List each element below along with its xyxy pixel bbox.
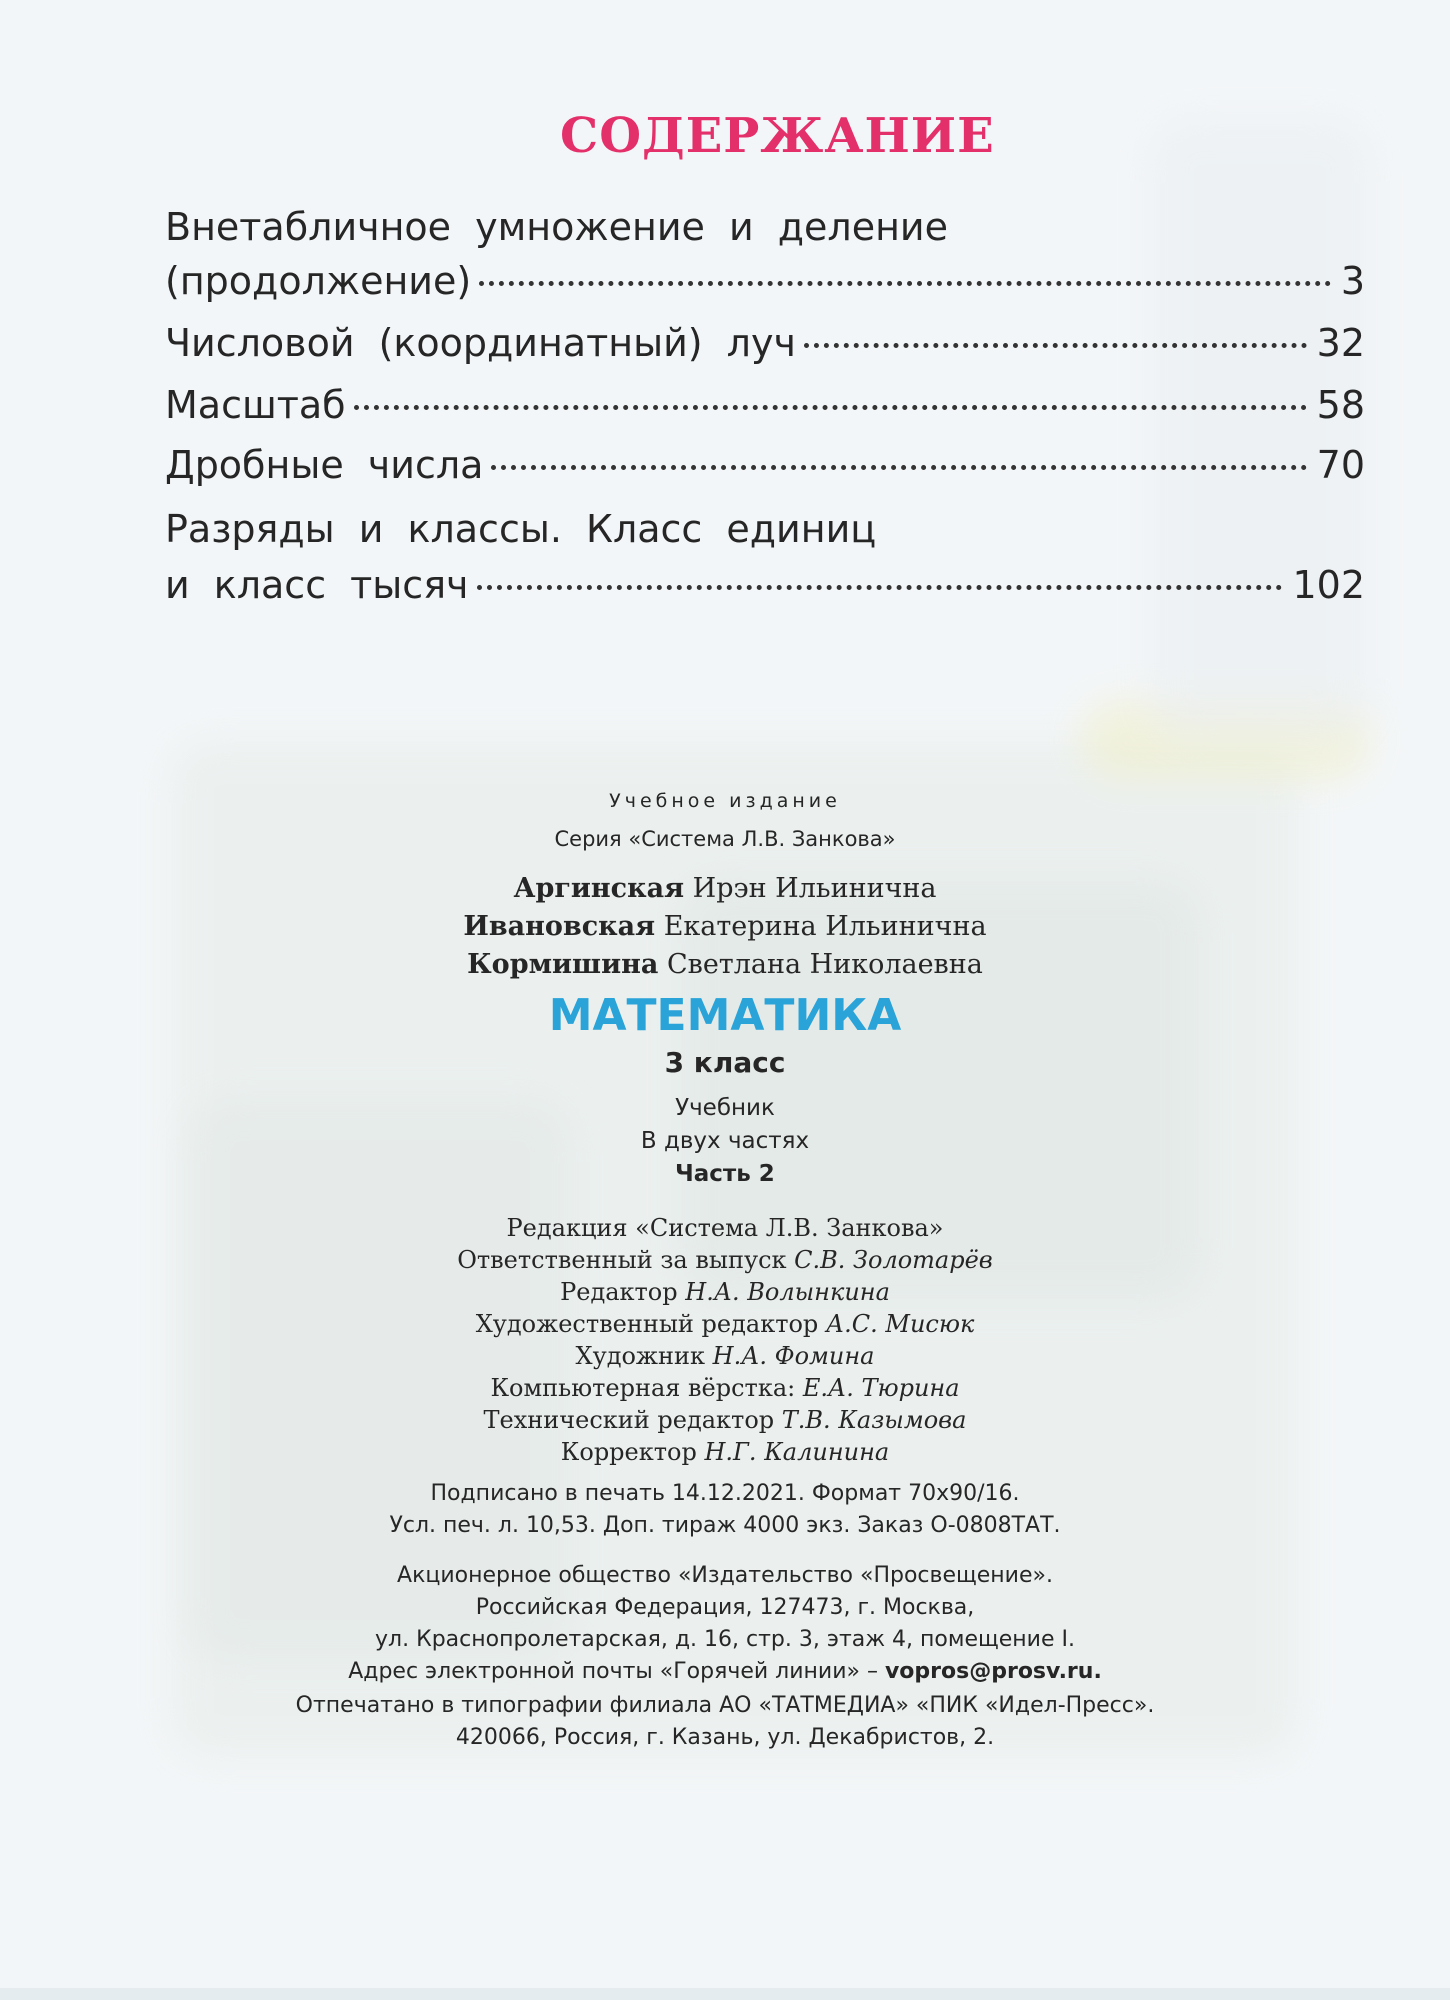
staff-role: Редактор [560,1278,678,1306]
hotline-email-link[interactable]: vopros@prosv.ru. [884,1659,1102,1684]
authors [0,870,1450,984]
part-label: Часть 2 [675,1161,775,1187]
toc-entry-title: Внетабличное умножение и деление [165,205,949,249]
author-given-name: Ирэн Ильинична [692,873,937,904]
book-kind [0,1092,1450,1191]
staff-line [0,1276,1450,1308]
toc-page-number: 102 [1292,563,1365,607]
staff-line [0,1436,1450,1468]
staff-role: Технический редактор [483,1406,775,1434]
toc-entry[interactable] [165,383,1365,439]
dot-leader [804,343,1307,348]
toc-page-number: 58 [1316,383,1365,427]
author-surname: Ивановская [463,911,656,942]
book-kind-label: Учебник [675,1095,775,1121]
toc-entry[interactable] [165,321,1365,377]
page-edge [0,1988,1450,2000]
publisher-line: ул. Краснопролетарская, д. 16, стр. 3, этаж 4, помещение I. [375,1627,1075,1652]
toc-page-number: 32 [1316,321,1365,365]
staff-role: Корректор [560,1438,697,1466]
printer-info [0,1690,1450,1754]
staff-line [0,1244,1450,1276]
toc-page-number: 3 [1340,259,1365,303]
publisher-line: Акционерное общество «Издательство «Просвещение». [397,1563,1053,1588]
email-label: Адрес электронной почты «Горячей линии» – [348,1659,878,1684]
dot-leader [477,585,1283,590]
author [0,870,1450,908]
print-info [0,1478,1450,1542]
toc-entry-title: Дробные числа [165,443,484,487]
staff-name: А.С. Мисюк [825,1310,975,1338]
dot-leader [479,281,1331,286]
hotline-email-line [0,1656,1450,1688]
book-title: МАТЕМАТИКА [548,990,902,1041]
printer-line: 420066, Россия, г. Казань, ул. Декабристов, 2. [455,1725,995,1750]
toc-entry-title: Числовой (координатный) луч [165,321,796,365]
edition-type: Учебное издание [609,790,841,812]
toc-entry[interactable] [165,563,1365,619]
print-info-line: Усл. печ. л. 10,53. Доп. тираж 4000 экз. Заказ О-0808ТАТ. [389,1513,1061,1538]
toc-entry-title: Разряды и классы. Класс единиц [165,507,877,551]
staff-line [0,1308,1450,1340]
author [0,946,1450,984]
toc-page-number: 70 [1316,443,1365,487]
author-surname: Кормишина [467,949,659,980]
staff-line [0,1404,1450,1436]
staff-name: Н.А. Фомина [712,1342,875,1370]
staff-name: Н.Г. Калинина [704,1438,890,1466]
staff-role: Ответственный за выпуск [457,1246,787,1274]
toc-entry[interactable] [165,259,1365,315]
staff-role: Компьютерная вёрстка: [490,1374,796,1402]
staff-role: Редакция «Система Л.В. Занкова» [506,1214,944,1242]
staff-line [0,1340,1450,1372]
staff-role: Художественный редактор [475,1310,819,1338]
author-surname: Аргинская [513,873,685,904]
toc-entry-title: и класс тысяч [165,563,469,607]
series-name: Серия «Система Л.В. Занкова» [554,827,896,851]
editorial-staff [0,1212,1450,1468]
grade-label: 3 класс [664,1046,786,1079]
staff-name: Т.В. Казымова [781,1406,967,1434]
parts-label: В двух частях [640,1128,810,1154]
toc-entry-title: (продолжение) [165,259,472,303]
author-given-name: Екатерина Ильинична [663,911,987,942]
staff-name: Е.А. Тюрина [802,1374,960,1402]
toc-entry-line [165,507,1365,563]
publisher-line: Российская Федерация, 127473, г. Москва, [475,1595,975,1620]
author [0,908,1450,946]
print-info-line: Подписано в печать 14.12.2021. Формат 70x90/16. [430,1481,1020,1506]
contents-title: СОДЕРЖАНИЕ [560,108,995,164]
author-given-name: Светлана Николаевна [666,949,983,980]
publisher-info [0,1560,1450,1688]
staff-name: С.В. Золотарёв [794,1246,993,1274]
toc-entry-title: Масштаб [165,383,346,427]
toc-entry[interactable] [165,443,1365,499]
dot-leader [354,405,1307,410]
dot-leader [491,465,1306,470]
printer-line: Отпечатано в типографии филиала АО «ТАТМЕДИА» «ПИК «Идел-Пресс». [295,1693,1155,1718]
toc-entry-line [165,205,1365,261]
staff-role: Художник [575,1342,706,1370]
staff-name: Н.А. Волынкина [685,1278,890,1306]
staff-line [0,1212,1450,1244]
staff-line [0,1372,1450,1404]
